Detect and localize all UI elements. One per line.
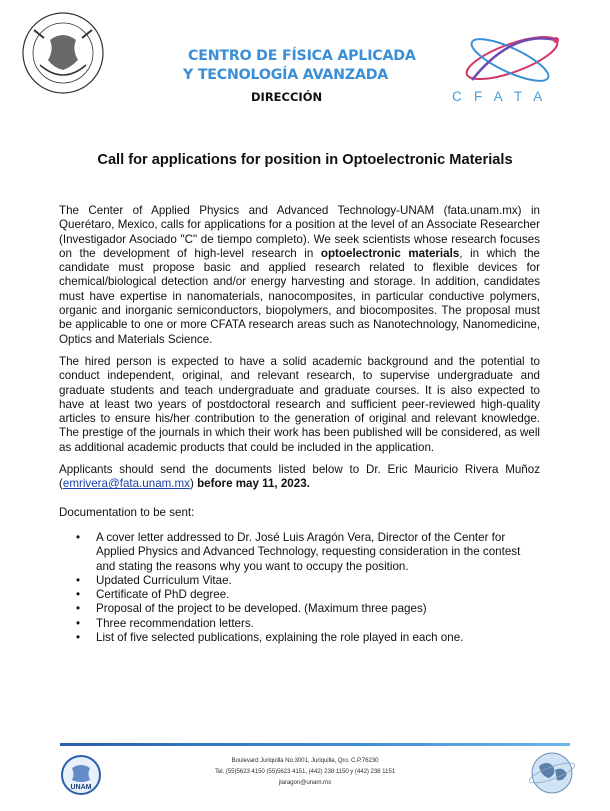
cfata-logo-text: CFATA — [452, 89, 555, 104]
bullet-icon: • — [76, 631, 81, 645]
deadline-text: before may 11, 2023. — [197, 477, 310, 491]
list-item-text: List of five selected publications, explaining the role played in each one. — [96, 631, 464, 645]
footer-email: jlaragon@unam.mx — [278, 779, 332, 786]
contact-email-link[interactable]: emrivera@fata.unam.mx — [62, 477, 190, 491]
institution-name-line2: Y TECNOLOGÍA AVANZADA — [183, 67, 389, 83]
bullet-icon: • — [76, 588, 81, 602]
bullet-icon: • — [76, 573, 81, 587]
institution-title — [150, 47, 470, 104]
bullet-icon: • — [76, 616, 81, 630]
page-title: Call for applications for position in Optoelectronic Materials — [97, 152, 513, 168]
institution-name-line1: CENTRO DE FÍSICA APLICADA — [188, 48, 416, 64]
list-item — [59, 531, 540, 574]
list-item-text: A cover letter addressed to Dr. José Luis Aragón Vera, Director of the Center for Applied Physics and Advanced Technology, requesting consideration in the contest and stating the reasons why you want to occupy the position. — [96, 531, 521, 573]
paragraph-text: The Center of Applied Physics and Advanced Technology-UNAM (fata.unam.mx) in Querétaro, Mexico, calls for applications for a position at the level of an Associate Researcher (Investigador Asociado "C" de tiempo completo). We seek scientists whose research focuses on the development of high-level research in — [59, 204, 540, 260]
unam-badge-icon — [60, 754, 102, 796]
footer-divider — [60, 743, 570, 746]
badge-text: UNAM — [70, 784, 92, 791]
list-item-text: Three recommendation letters. — [96, 616, 254, 630]
list-item — [59, 602, 540, 616]
list-item-text: Certificate of PhD degree. — [96, 588, 230, 602]
paragraph-description — [59, 204, 540, 347]
list-item — [59, 631, 540, 645]
documents-list — [59, 531, 540, 645]
paragraph-requirements — [59, 355, 540, 455]
paragraph-text: The hired person is expected to have a solid academic background and the potential to conduct independent, original, and relevant research, to supervise undergraduate and graduate students and teach undergraduate and graduate courses. It is also expected to have at least two years of postdoctoral research and sufficient peer-reviewed high-quality articles to ensure his/her contribution to the generation of original and relevant knowledge. The prestige of the journals in which their work has been published will be considered, as well as additional academic products that could be included in the application. — [59, 355, 540, 454]
paragraph-application — [59, 463, 540, 492]
paragraph-text: Applicants should send the documents listed below to Dr. Eric Mauricio Rivera Muñoz ( — [59, 463, 540, 491]
footer-address-block — [190, 755, 420, 788]
list-item — [59, 588, 540, 602]
list-item — [59, 617, 540, 631]
documents-intro: Documentation to be sent: — [59, 506, 195, 519]
footer-address: Boulevard Juriquilla No.3001, Juriquilla, Qro. C.P.76230 — [231, 757, 379, 764]
bullet-icon: • — [76, 531, 81, 544]
emphasis-text: optoelectronic materials — [320, 246, 460, 260]
unam-seal-logo — [20, 10, 106, 96]
list-item-text: Updated Curriculum Vitae. — [96, 573, 232, 587]
footer-phones: Tel. (55)5623 4150 (55)5623 4151, (442) 238 1150 y (442) 238 1151 — [214, 768, 396, 775]
paragraph-text: ) — [189, 477, 198, 491]
department-name: DIRECCIÓN — [251, 90, 323, 104]
list-item — [59, 574, 540, 588]
bullet-icon: • — [76, 602, 81, 616]
globe-logo-icon — [527, 748, 577, 798]
paragraph-text: , in which the candidate must propose basic and applied research related to flexible devices for chemical/biological detection and/or energy harvesting and storage. In addition, candidates must have expertise in nanomaterials, nanocomposites, in particular conductive polymers, organic and inorganic semiconductors, biopolymers, and biocomposites. The proposal must be applicable to one or more CFATA research areas such as Nanotechnology, Nanomedicine, Optics and Materials Science. — [59, 246, 541, 346]
list-item-text: Proposal of the project to be developed. (Maximum three pages) — [96, 602, 427, 616]
